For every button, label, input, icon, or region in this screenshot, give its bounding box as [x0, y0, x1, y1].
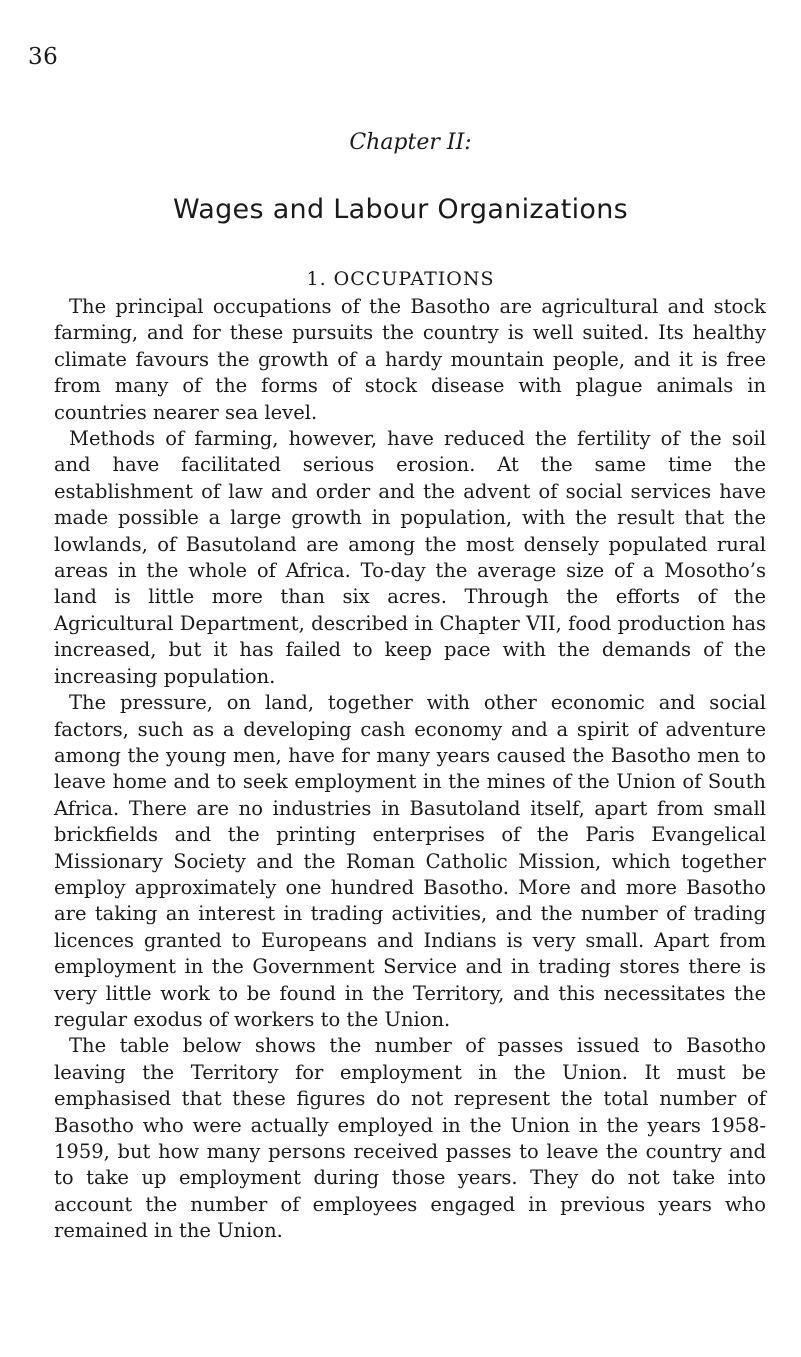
paragraph-1: The principal occupations of the Basotho are agricultural and stock farming, and for these pursuits the country is well suited. Its healthy climate favours the growth of a hardy mountain people, and it is free from many of the forms of stock disease with plague animals in countries nearer sea level. — [54, 295, 766, 424]
section-heading: 1. OCCUPATIONS — [306, 268, 495, 290]
page-number: 36 — [28, 44, 59, 70]
body-text — [54, 294, 766, 1245]
chapter-label: Chapter II: — [349, 130, 472, 155]
paragraph-3: The pressure, on land, together with other economic and social factors, such as a developing cash economy and a spirit of adventure among the young men, have for many years caused the Basotho men to leave home and to seek employment in the mines of the Union of South Africa. There are no industries in Basutoland itself, apart from small brickfields and the printing enterprises of the Paris Evangelical Missionary Society and the Roman Catholic Mission, which together employ approximately one hundred Basotho. More and more Basotho are taking an interest in trading activities, and the number of trading licences granted to Europeans and Indians is very small. Apart from employment in the Government Service and in trading stores there is very little work to be found in the Territory, and this necessitates the regular exodus of workers to the Union. — [54, 691, 766, 1031]
paragraph-2: Methods of farming, however, have reduced the fertility of the soil and have facilitated serious erosion. At the same time the establishment of law and order and the advent of social services have made possible a large growth in population, with the result that the lowlands, of Basutoland are among the most densely populated rural areas in the whole of Africa. To-day the average size of a Mosotho’s land is little more than six acres. Through the efforts of the Agricultural Department, described in Chapter VII, food production has increased, but it has failed to keep pace with the demands of the increasing population. — [54, 427, 766, 688]
paragraph-4: The table below shows the number of passes issued to Basotho leaving the Territory for employment in the Union. It must be emphasised that these figures do not represent the total number of Basotho who were actually employed in the Union in the years 1958-1959, but how many persons received passes to leave the country and to take up employment during those years. They do not take into account the number of employees engaged in previous years who remained in the Union. — [54, 1034, 766, 1243]
chapter-title: Wages and Labour Organizations — [172, 194, 628, 225]
